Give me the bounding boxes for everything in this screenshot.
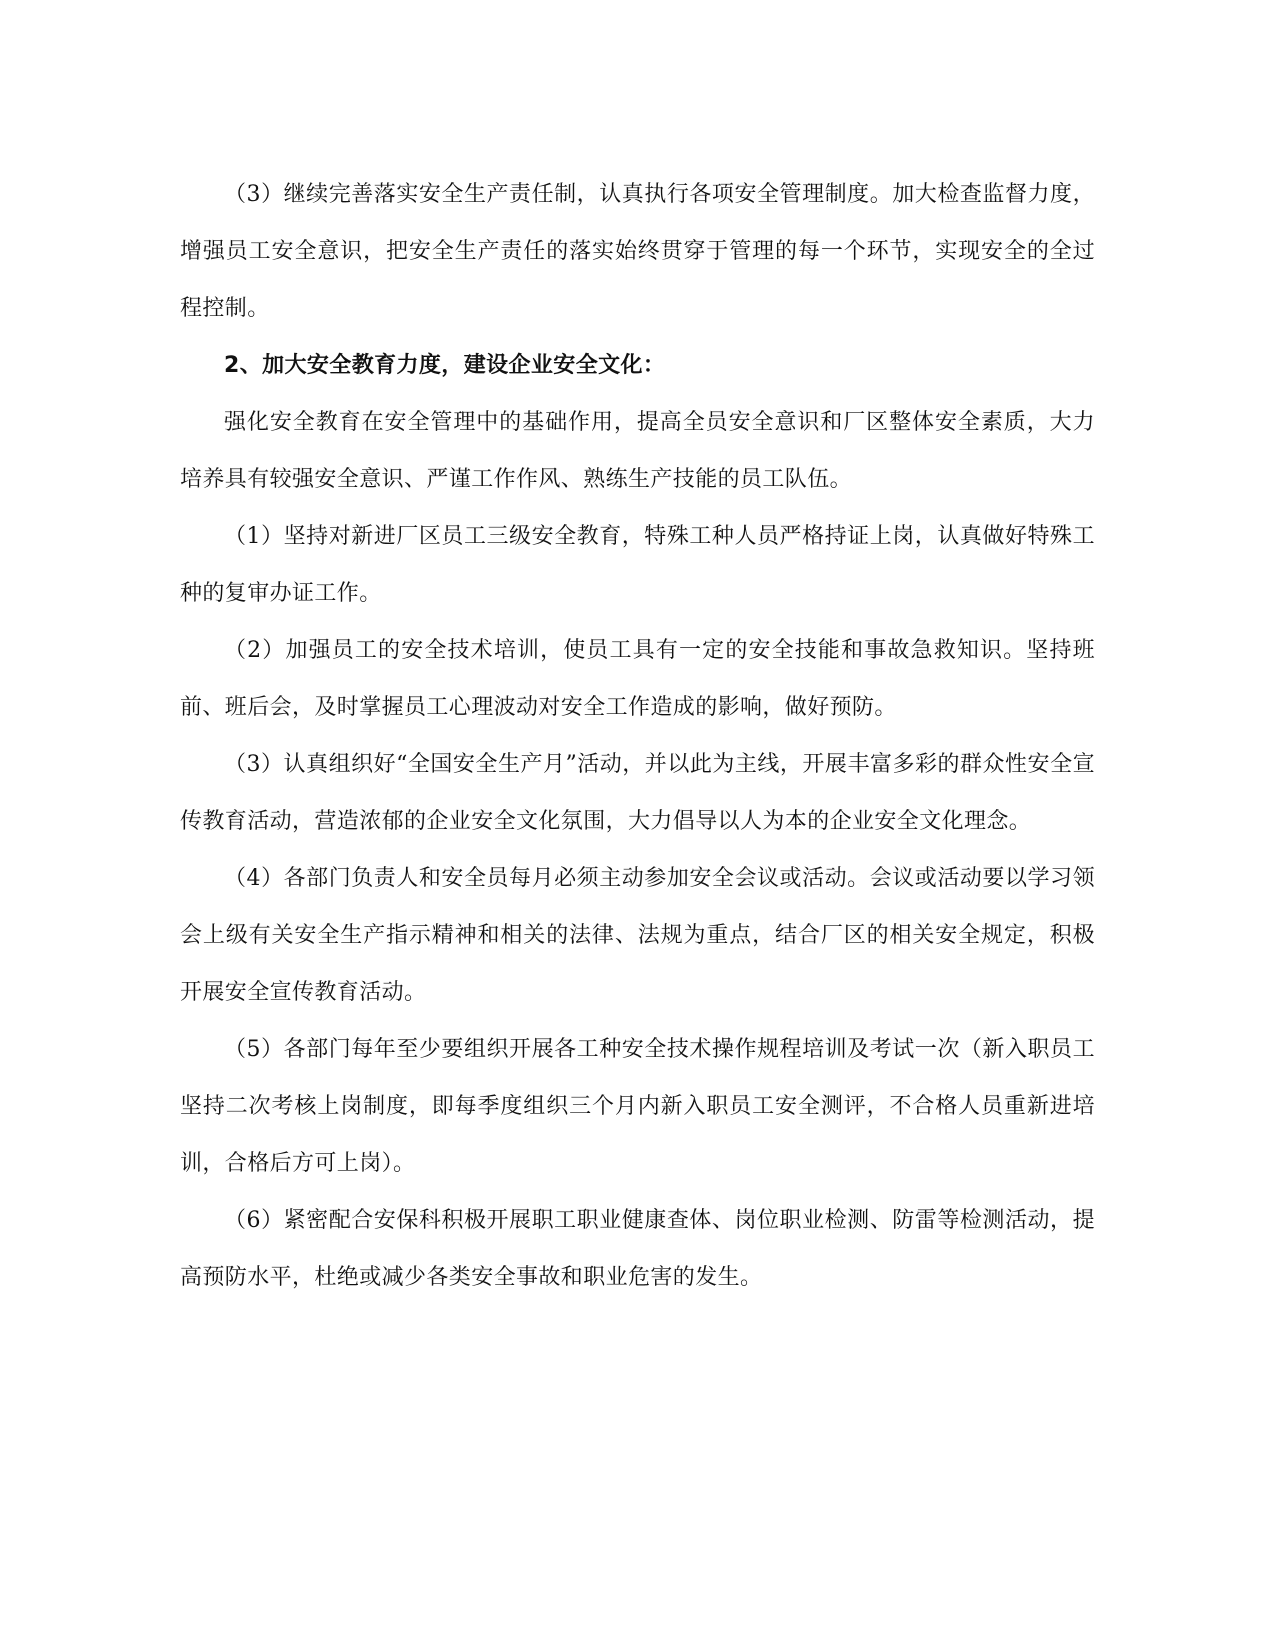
paragraph-item-6: （6）紧密配合安保科积极开展职工职业健康查体、岗位职业检测、防雷等检测活动，提高预防水平，杜绝或减少各类安全事故和职业危害的发生。 bbox=[180, 1208, 1095, 1290]
paragraph-safety-responsibility: （3）继续完善落实安全生产责任制，认真执行各项安全管理制度。加大检查监督力度，增强员工安全意识，把安全生产责任的落实始终贯穿于管理的每一个环节，实现安全的全过程控制。 bbox=[180, 182, 1095, 321]
paragraph-item-5: （5）各部门每年至少要组织开展各工种安全技术操作规程培训及考试一次（新入职员工坚持二次考核上岗制度，即每季度组织三个月内新入职员工安全测评，不合格人员重新进培训，合格后方可上岗）。 bbox=[180, 1037, 1095, 1176]
paragraph-item-1: （1）坚持对新进厂区员工三级安全教育，特殊工种人员严格持证上岗，认真做好特殊工种的复审办证工作。 bbox=[180, 524, 1095, 606]
paragraph-item-2: （2）加强员工的安全技术培训，使员工具有一定的安全技能和事故急救知识。坚持班前、班后会，及时掌握员工心理波动对安全工作造成的影响，做好预防。 bbox=[180, 638, 1095, 720]
document-body bbox=[180, 166, 1095, 1306]
paragraph-item-4: （4）各部门负责人和安全员每月必须主动参加安全会议或活动。会议或活动要以学习领会上级有关安全生产指示精神和相关的法律、法规为重点，结合厂区的相关安全规定，积极开展安全宣传教育活动。 bbox=[180, 866, 1095, 1005]
paragraph-education-intro: 强化安全教育在安全管理中的基础作用，提高全员安全意识和厂区整体安全素质，大力培养具有较强安全意识、严谨工作作风、熟练生产技能的员工队伍。 bbox=[180, 410, 1095, 492]
section-heading-safety-education: 2、加大安全教育力度，建设企业安全文化： bbox=[224, 353, 666, 378]
paragraph-item-3: （3）认真组织好“全国安全生产月”活动，并以此为主线，开展丰富多彩的群众性安全宣传教育活动，营造浓郁的企业安全文化氛围，大力倡导以人为本的企业安全文化理念。 bbox=[180, 752, 1095, 834]
